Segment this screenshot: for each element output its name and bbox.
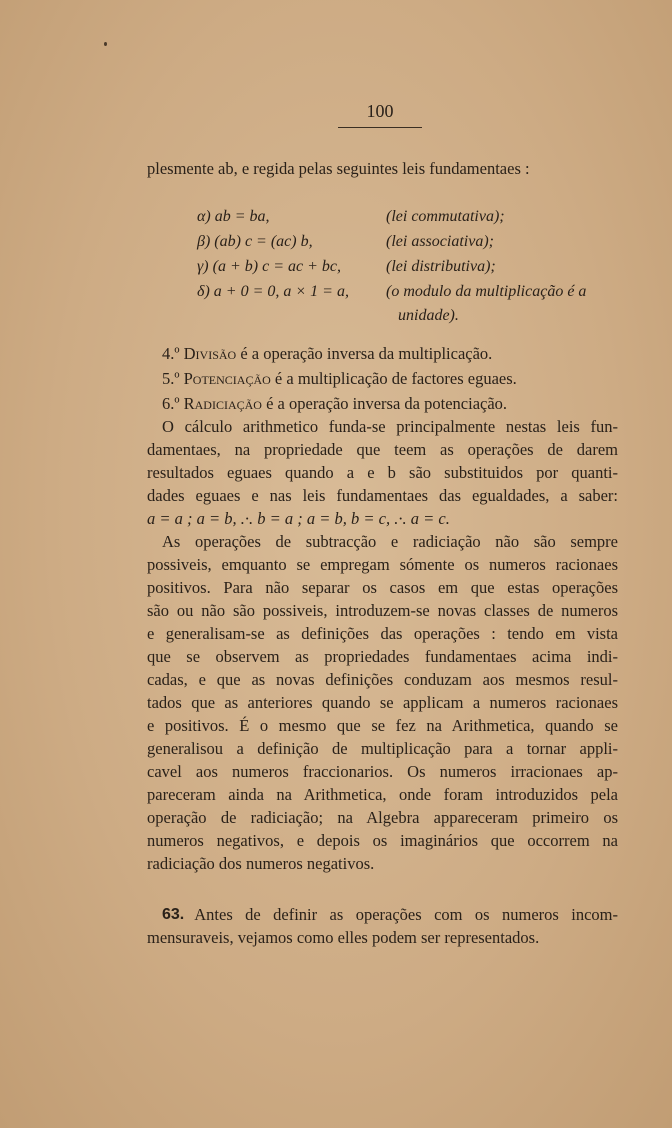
paragraph-line: dades eguaes e nas leis fundamentaes das egualdades, a saber: <box>147 486 618 505</box>
law-formula: (ab) c = (ac) b, <box>214 233 313 250</box>
law-name: (lei commutativa); <box>386 208 505 225</box>
paragraph-line: operação de radiciação; na Algebra appareceram primeiro os <box>147 808 618 827</box>
paragraph-line: As operações de subtracção e radiciação não são sempre <box>162 532 618 551</box>
operation-number: 6.º <box>162 394 180 413</box>
paragraph-line: O cálculo arithmetico funda-se principalmente nestas leis fun- <box>162 417 618 436</box>
law-formula: (a + b) c = ac + bc, <box>212 258 341 275</box>
paragraph-line: possiveis, emquanto se empregam sómente os numeros racionaes <box>147 555 618 574</box>
paragraph-line: e positivos. É o mesmo que se fez na Arithmetica, quando se <box>147 716 618 735</box>
section-number: 63. <box>162 906 185 923</box>
paragraph-line: pareceram ainda na Arithmetica, onde foram introduzidos pela <box>147 785 618 804</box>
law-name: (lei associativa); <box>386 233 494 250</box>
speck <box>104 42 107 46</box>
law-formula: a + 0 = 0, a × 1 = a, <box>213 283 349 300</box>
law-label: δ) <box>197 283 210 300</box>
operation-number: 4.º <box>162 344 180 363</box>
operation-term: Radiciação <box>183 394 262 413</box>
section-text: Antes de definir as operações com os numeros incom- <box>194 905 618 924</box>
paragraph-line: numeros negativos, e depois os imaginários que occorrem na <box>147 831 618 850</box>
law-name: (lei distributiva); <box>386 258 496 275</box>
paragraph-line: radiciação dos numeros negativos. <box>147 854 375 873</box>
operation-power <box>162 368 517 390</box>
operation-text: é a operação inversa da multiplicação. <box>240 344 493 363</box>
paragraph-line: cadas, e que as novas definições conduzam aos mesmos resul- <box>147 670 618 689</box>
page-number: 100 <box>366 101 394 121</box>
paragraph-line: que se observem as propriedades fundamentaes acima indi- <box>147 647 618 666</box>
law-alpha <box>197 206 270 228</box>
operation-number: 5.º <box>162 369 180 388</box>
law-beta <box>197 231 313 253</box>
operation-term: Divisão <box>183 344 237 363</box>
law-label: β) <box>197 233 211 250</box>
paragraph-line: generalisou a definição de multiplicação para a tornar appli- <box>147 739 618 758</box>
operation-text: é a multiplicação de factores eguaes. <box>274 369 517 388</box>
law-gamma <box>197 256 341 278</box>
section-63-first-line <box>162 904 618 926</box>
law-formula: ab = ba, <box>214 208 270 225</box>
paragraph-line: resultados eguaes quando a e b são substituidos por quanti- <box>147 463 618 482</box>
paragraph-line: cavel aos numeros fraccionarios. Os numeros irracionaes ap- <box>147 762 618 781</box>
paragraph-line: positivos. Para não separar os casos em que estas operações <box>147 578 618 597</box>
operation-root <box>162 393 507 415</box>
law-label: α) <box>197 208 211 225</box>
operation-term: Potenciação <box>183 369 271 388</box>
page-number-rule <box>338 127 422 128</box>
equality-laws-line: a = a ; a = b, .·. b = a ; a = b, b = c, .·. a = c. <box>147 509 450 528</box>
intro-line: plesmente ab, e regida pelas seguintes leis fundamentaes : <box>147 159 530 178</box>
law-label: γ) <box>197 258 209 275</box>
paragraph-line: são ou não são possiveis, introduzem-se novas classes de numeros <box>147 601 618 620</box>
operation-text: é a operação inversa da potenciação. <box>266 394 508 413</box>
law-name: (o modulo da multiplicação é a <box>386 283 587 300</box>
paragraph-line: e generalisam-se as definições das operações : tendo em vista <box>147 624 618 643</box>
law-delta <box>197 281 349 303</box>
paragraph-line: damentaes, na propriedade que teem as operações de darem <box>147 440 618 459</box>
operation-division <box>162 343 492 365</box>
section-text: mensuraveis, vejamos como elles podem ser representados. <box>147 928 540 947</box>
paragraph-line: tados que as anteriores quando se applicam a numeros racionaes <box>147 693 618 712</box>
law-continuation: unidade). <box>398 307 459 324</box>
